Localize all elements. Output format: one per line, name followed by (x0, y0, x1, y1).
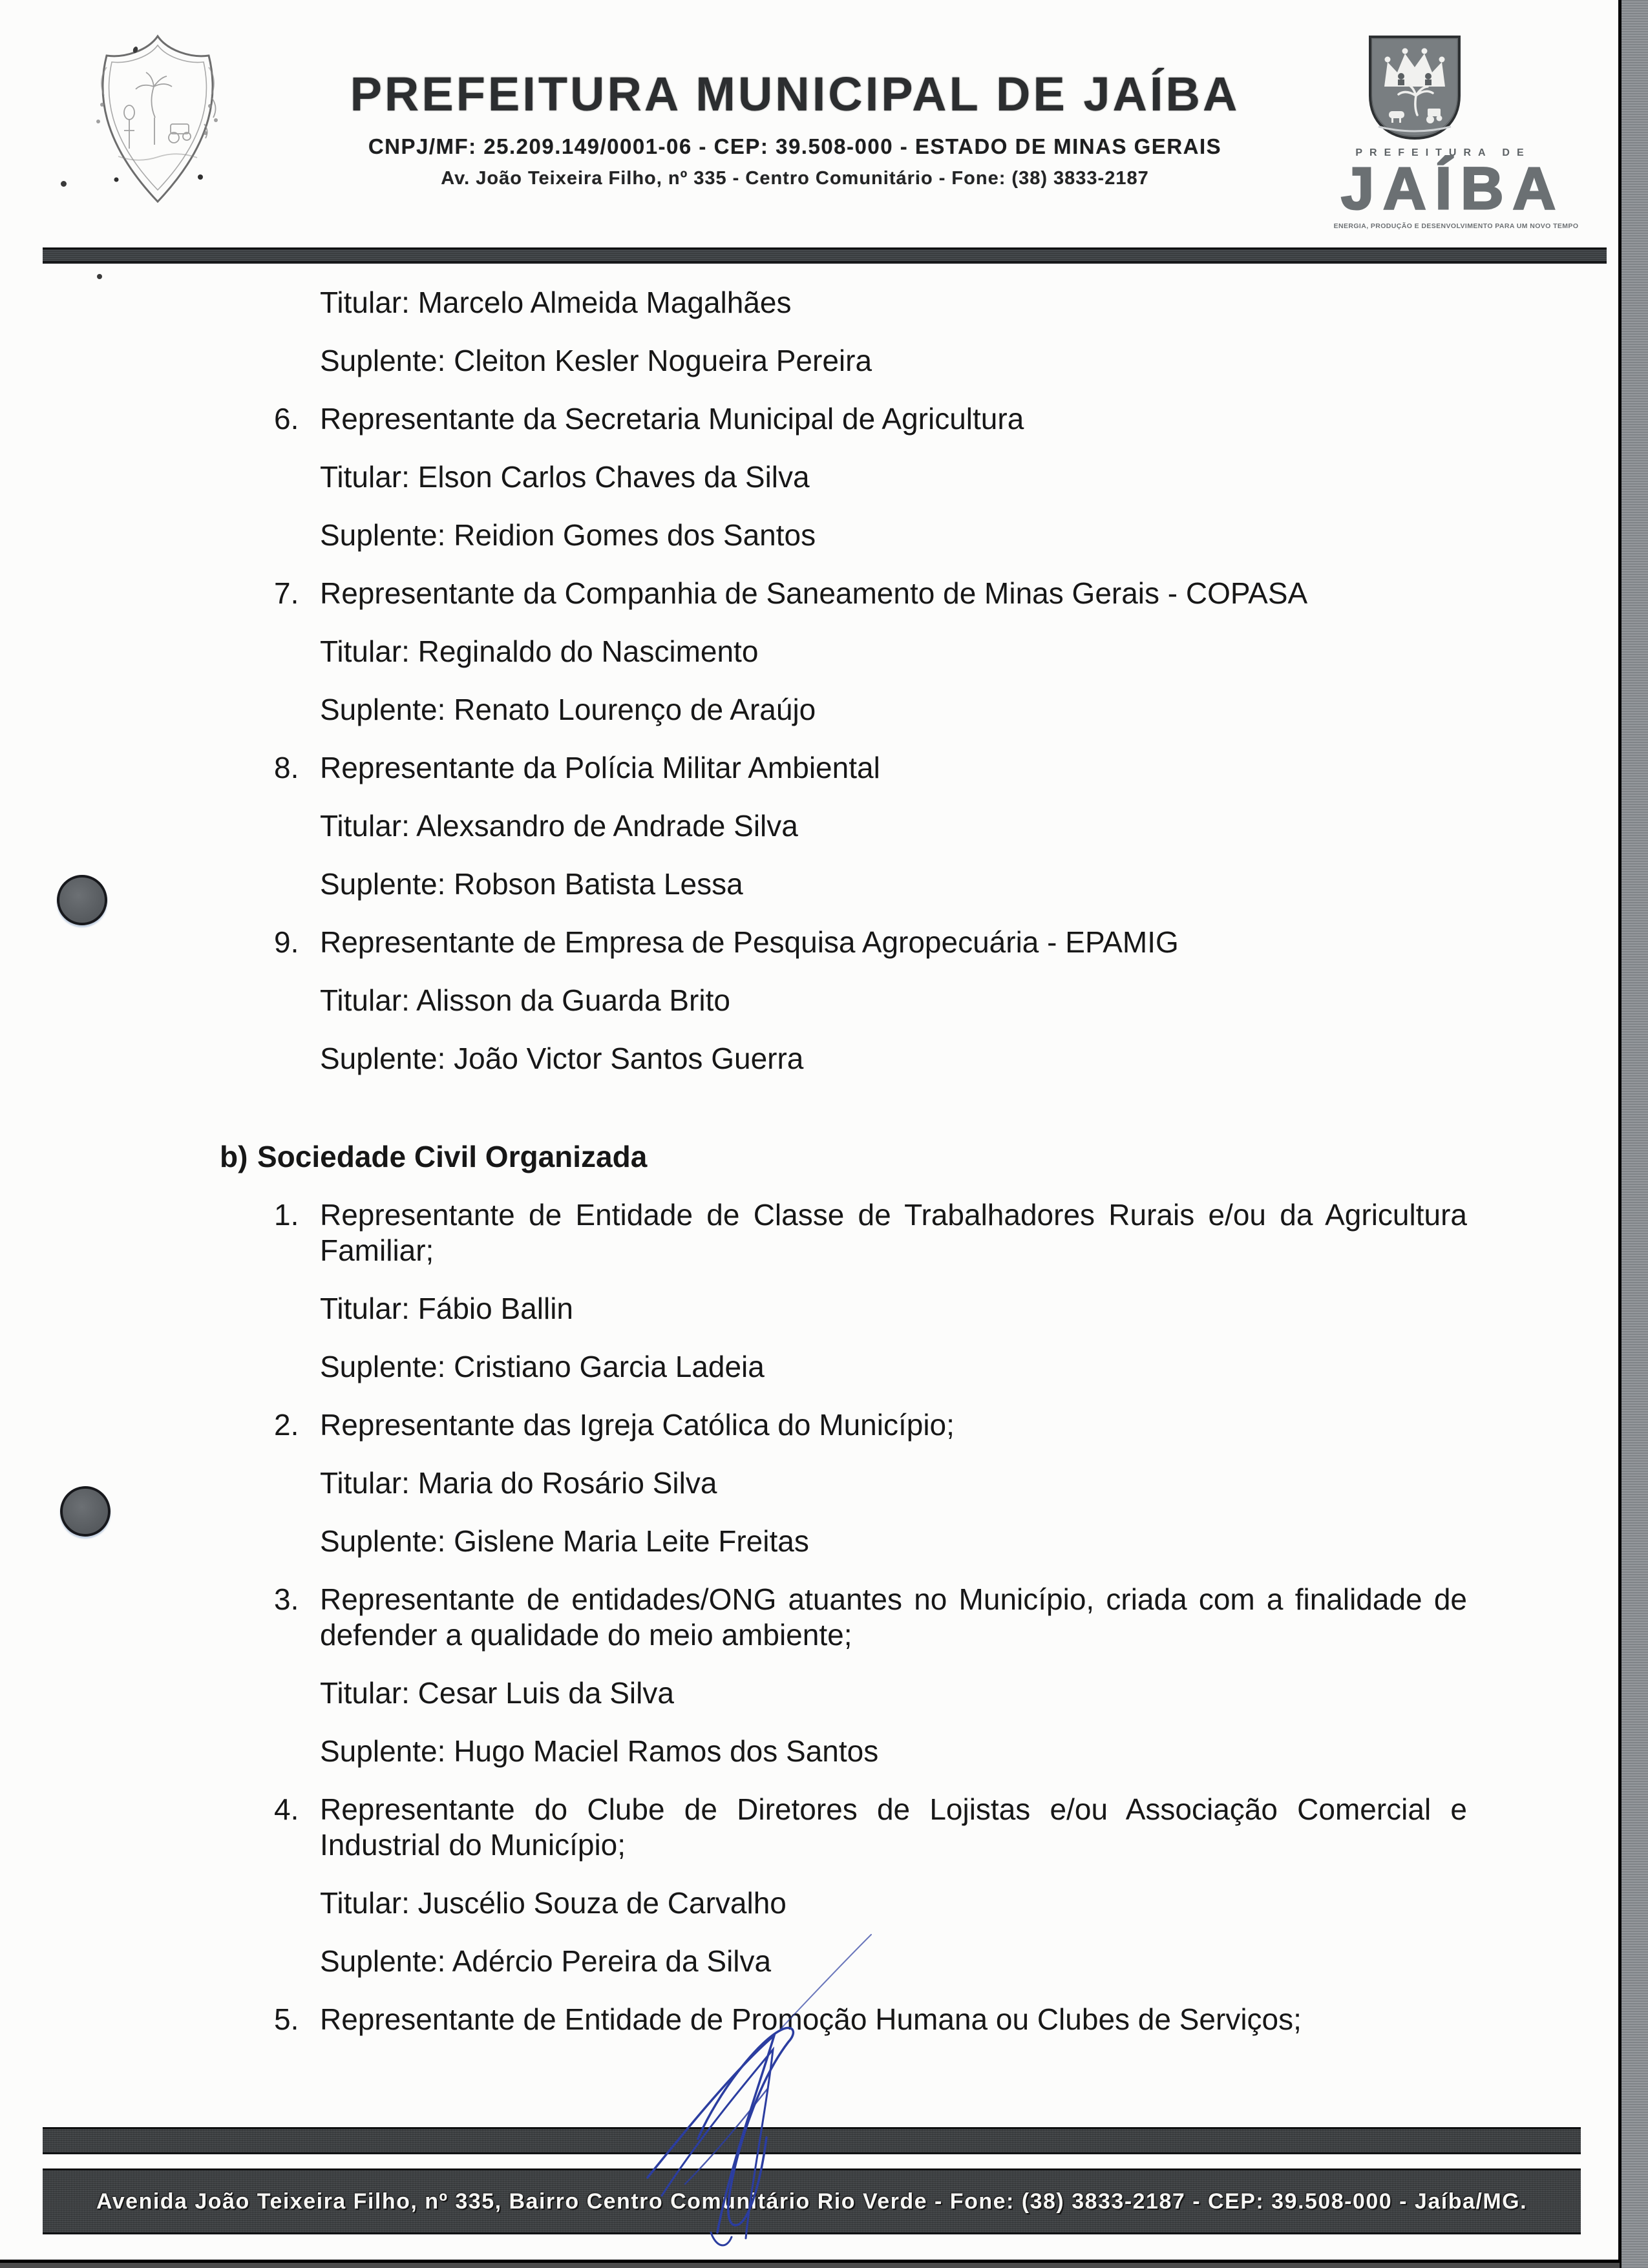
entry-line: Suplente: João Victor Santos Guerra (320, 1042, 804, 1075)
entry-lines (320, 576, 1467, 611)
document-line (320, 808, 1648, 844)
document-line (274, 1407, 1467, 1443)
entry-lines (320, 808, 1648, 844)
entry-line: Suplente: Robson Batista Lessa (320, 867, 743, 901)
jaiba-logo-icon (1366, 34, 1464, 142)
entry-line: Titular: Reginaldo do Nascimento (320, 635, 759, 668)
entry-line: Titular: Marcelo Almeida Magalhães (320, 286, 792, 319)
entry-line: Titular: Maria do Rosário Silva (320, 1466, 717, 1500)
entry-number: 7. (274, 576, 299, 610)
entry-line: Suplente: Adércio Pereira da Silva (320, 1944, 772, 1978)
entry-line: Representante de entidades/ONG atuantes no Município, criada com a finalidade de (320, 1582, 1467, 1616)
entry-number: 2. (274, 1408, 299, 1442)
entry-lines (320, 1349, 1648, 1385)
entry-number: 1. (274, 1198, 299, 1232)
document-line (274, 1582, 1467, 1653)
entry-line: Titular: Alexsandro de Andrade Silva (320, 809, 798, 843)
entry-lines (320, 1291, 1648, 1327)
entry-line: Representante de Empresa de Pesquisa Agropecuária - EPAMIG (320, 925, 1179, 959)
entry-line: Suplente: Hugo Maciel Ramos dos Santos (320, 1734, 879, 1768)
document-line (274, 1197, 1467, 1268)
document-line (320, 1944, 1648, 1979)
entry-line: Industrial do Município; (320, 1828, 626, 1862)
entry-line: defender a qualidade do meio ambiente; (320, 1618, 852, 1652)
entry-line: Representante de Entidade de Classe de Trabalhadores Rurais e/ou da Agricultura (320, 1198, 1467, 1232)
entry-lines (320, 983, 1648, 1018)
entry-number: 3. (274, 1582, 299, 1616)
entry-lines (320, 285, 1648, 320)
document-line (320, 634, 1648, 669)
entry-number: 4. (274, 1792, 299, 1826)
scan-edge-strip (1618, 0, 1648, 2268)
entry-number: 8. (274, 751, 299, 784)
document-line (320, 1524, 1648, 1559)
entry-lines (320, 518, 1648, 553)
document-line (220, 1099, 1404, 1175)
document-line (320, 1465, 1648, 1501)
entry-line: Suplente: Cristiano Garcia Ladeia (320, 1350, 765, 1383)
logo-tagline: ENERGIA, PRODUÇÃO E DESENVOLVIMENTO PARA UM NOVO TEMPO (1333, 222, 1579, 230)
document-line (320, 518, 1648, 553)
entry-line: Representante de Entidade de Promoção Humana ou Clubes de Serviços; (320, 2002, 1302, 2036)
document-line (274, 576, 1467, 611)
document-line (320, 692, 1648, 728)
entry-line: Representante das Igreja Católica do Município; (320, 1408, 955, 1442)
entry-line: Titular: Juscélio Souza de Carvalho (320, 1886, 787, 1920)
entry-lines (320, 1792, 1467, 1863)
entry-lines (320, 343, 1648, 379)
entry-lines (320, 1675, 1648, 1711)
entry-line: Titular: Elson Carlos Chaves da Silva (320, 460, 810, 494)
entry-lines (320, 401, 1467, 437)
document-line (320, 866, 1648, 902)
entry-number: 9. (274, 925, 299, 959)
entry-line: Sociedade Civil Organizada (257, 1140, 648, 1173)
entry-lines (320, 1407, 1467, 1443)
entry-line: Titular: Alisson da Guarda Brito (320, 983, 730, 1017)
entry-lines (320, 1041, 1648, 1076)
header-cnpj-line: CNPJ/MF: 25.209.149/0001-06 - CEP: 39.508-000 - ESTADO DE MINAS GERAIS (368, 134, 1222, 158)
document-line (320, 1041, 1648, 1076)
entry-lines (320, 459, 1648, 495)
entry-lines (320, 1734, 1648, 1769)
document-line (320, 459, 1648, 495)
entry-lines (320, 1944, 1648, 1979)
document-line (320, 1349, 1648, 1385)
body-entries (0, 285, 1648, 2060)
document-line (320, 1885, 1648, 1921)
document-line (320, 1291, 1648, 1327)
municipal-coat-of-arms-icon (57, 27, 259, 216)
entry-line: Representante da Polícia Militar Ambiental (320, 751, 880, 784)
entry-line: Suplente: Renato Lourenço de Araújo (320, 693, 816, 726)
document-line (274, 925, 1467, 960)
handwritten-signature (614, 1906, 937, 2268)
entry-line: Familiar; (320, 1234, 434, 1267)
document-line (320, 1675, 1648, 1711)
document-line (274, 750, 1467, 786)
page-title: PREFEITURA MUNICIPAL DE JAÍBA (350, 67, 1240, 121)
entry-lines (320, 634, 1648, 669)
document-line (320, 285, 1648, 320)
punch-hole (60, 1486, 111, 1537)
entry-lines (320, 925, 1467, 960)
entry-line: Suplente: Reidion Gomes dos Santos (320, 518, 816, 552)
entry-lines (320, 866, 1648, 902)
entry-lines (320, 1465, 1648, 1501)
entry-line: Titular: Fábio Ballin (320, 1292, 574, 1325)
footer-address-text: Avenida João Teixeira Filho, nº 335, Bairro Centro Comunitário Rio Verde - Fone: (38) 3833-2187 - CEP: 39.508-000 - Jaíba/MG. (96, 2189, 1528, 2214)
entry-line: Representante do Clube de Diretores de Lojistas e/ou Associação Comercial e (320, 1792, 1467, 1826)
entry-lines (320, 1582, 1467, 1653)
entry-line: Representante da Companhia de Saneamento de Minas Gerais - COPASA (320, 576, 1308, 610)
entry-number: b) (220, 1140, 248, 1173)
document-line (320, 983, 1648, 1018)
logo-pretext: PREFEITURA DE (1355, 147, 1531, 158)
entry-number: 5. (274, 2002, 299, 2036)
entry-lines (320, 692, 1648, 728)
document-line (320, 343, 1648, 379)
entry-line: Suplente: Gislene Maria Leite Freitas (320, 1524, 809, 1558)
entry-line: Representante da Secretaria Municipal de Agricultura (320, 402, 1024, 436)
document-line (320, 1734, 1648, 1769)
entry-line: Titular: Cesar Luis da Silva (320, 1676, 674, 1710)
entry-number: 6. (274, 402, 299, 436)
entry-lines (320, 1197, 1467, 1268)
entry-lines (320, 1524, 1648, 1559)
document-line (274, 401, 1467, 437)
entry-lines (320, 1885, 1648, 1921)
scan-speck (61, 181, 67, 187)
logo-wordmark: JAÍBA (1340, 156, 1565, 222)
punch-hole (57, 875, 107, 925)
entry-line: Suplente: Cleiton Kesler Nogueira Pereira (320, 344, 872, 377)
header-separator-bar (43, 247, 1607, 264)
entry-lines (257, 1139, 1404, 1175)
scan-speck (97, 274, 102, 279)
header-address-line: Av. João Teixeira Filho, nº 335 - Centro Comunitário - Fone: (38) 3833-2187 (441, 168, 1149, 189)
entry-lines (320, 750, 1467, 786)
document-line (274, 1792, 1467, 1863)
